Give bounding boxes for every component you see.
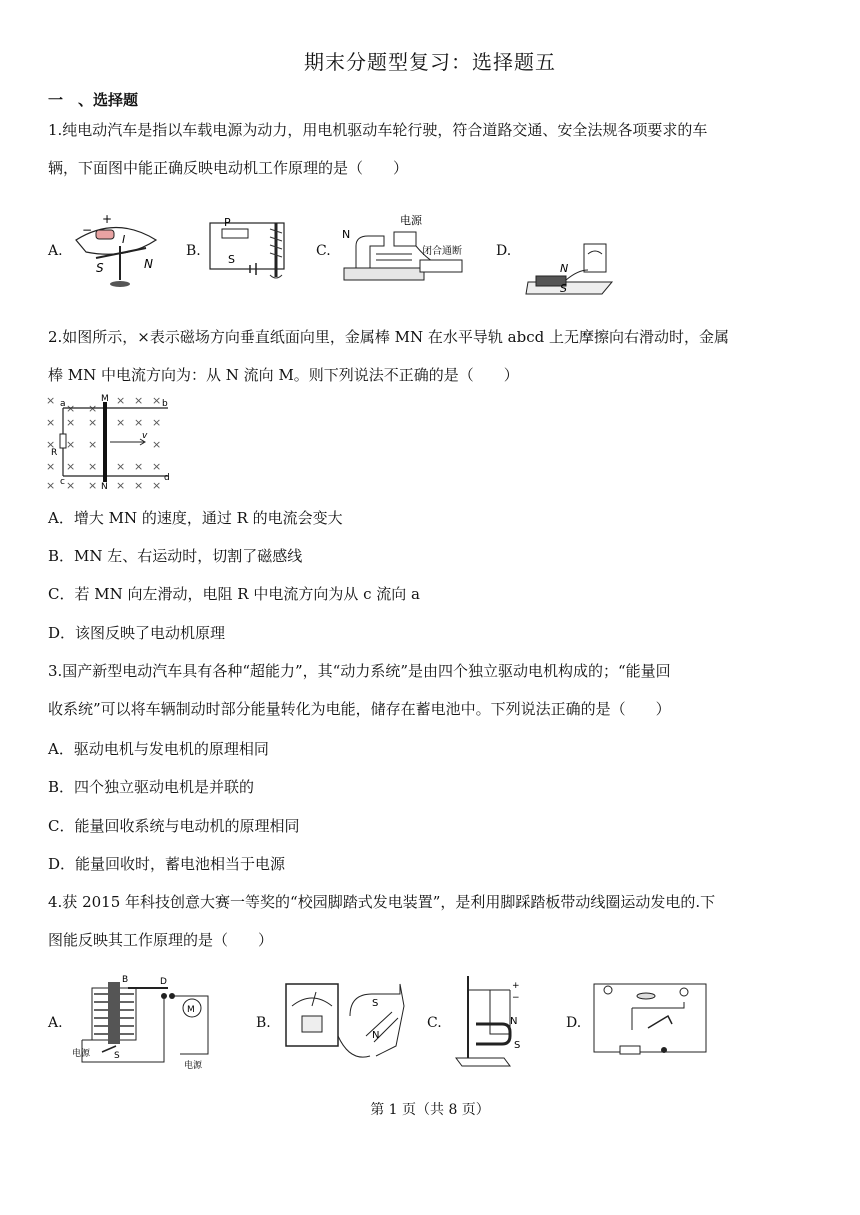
svg-text:×: × bbox=[116, 394, 126, 407]
svg-text:×: × bbox=[66, 479, 76, 492]
q2-label-a: a bbox=[60, 399, 66, 409]
q3-option-b: B．四个独立驱动电机是并联的 bbox=[48, 778, 255, 796]
q1-option-b-label: B. bbox=[186, 243, 201, 259]
q1c-n-label: N bbox=[342, 228, 351, 241]
q4-option-d-label: D. bbox=[566, 1015, 582, 1031]
page-title: 期末分题型复习：选择题五 bbox=[304, 50, 556, 74]
svg-text:×: × bbox=[134, 460, 144, 473]
svg-text:×: × bbox=[134, 416, 144, 429]
q1a-plus-label: + bbox=[102, 212, 113, 226]
q1-figure-b bbox=[206, 215, 294, 285]
svg-text:×: × bbox=[116, 479, 126, 492]
q4a-d-label: D bbox=[160, 977, 167, 987]
svg-text:×: × bbox=[66, 416, 76, 429]
q4-figure-b bbox=[280, 976, 410, 1068]
q3-option-a: A．驱动电机与发电机的原理相同 bbox=[48, 740, 269, 758]
q1-option-d-label: D. bbox=[496, 243, 512, 259]
svg-text:×: × bbox=[66, 402, 76, 415]
q4b-s-label: S bbox=[372, 998, 379, 1009]
svg-text:×: × bbox=[66, 460, 76, 473]
q2-label-b: b bbox=[162, 399, 168, 409]
q1b-p-label: P bbox=[224, 216, 231, 229]
q4a-power-label-1: 电源 bbox=[72, 1049, 91, 1059]
q3-option-d: D．能量回收时，蓄电池相当于电源 bbox=[48, 855, 286, 873]
svg-text:×: × bbox=[46, 438, 56, 451]
q2-circuit-figure bbox=[44, 392, 180, 492]
q2-label-d: d bbox=[164, 473, 170, 483]
svg-text:×: × bbox=[134, 479, 144, 492]
q4-option-b-label: B. bbox=[256, 1015, 271, 1031]
svg-text:×: × bbox=[152, 416, 162, 429]
q4-figure-d bbox=[588, 980, 712, 1062]
q1a-minus-label: − bbox=[82, 223, 93, 237]
svg-text:×: × bbox=[116, 460, 126, 473]
q1a-n-label: N bbox=[144, 257, 153, 271]
svg-text:×: × bbox=[88, 402, 98, 415]
q1-figure-a bbox=[66, 210, 170, 294]
svg-text:×: × bbox=[66, 438, 76, 451]
q4c-n-label: N bbox=[510, 1016, 518, 1027]
svg-text:×: × bbox=[152, 460, 162, 473]
q2-label-m: M bbox=[101, 394, 109, 404]
q1-line-1: 1.纯电动汽车是指以车载电源为动力，用电机驱动车轮行驶，符合道路交通、安全法规各项要求的车 bbox=[48, 121, 708, 139]
q4-line-2: 图能反映其工作原理的是（ ） bbox=[48, 931, 274, 949]
svg-text:×: × bbox=[152, 438, 162, 451]
q3-line-1: 3.国产新型电动汽车具有各种“超能力”，其“动力系统”是由四个独立驱动电机构成的；“能量回 bbox=[48, 662, 671, 680]
q1d-n-label: N bbox=[560, 262, 569, 275]
q2-label-c: c bbox=[60, 477, 65, 487]
svg-text:×: × bbox=[46, 416, 56, 429]
q4-figure-a bbox=[72, 974, 222, 1070]
q1-option-a-label: A. bbox=[48, 243, 63, 259]
q4b-n-label: N bbox=[372, 1030, 380, 1041]
svg-text:×: × bbox=[88, 479, 98, 492]
svg-text:×: × bbox=[46, 460, 56, 473]
q1-figure-c bbox=[336, 210, 476, 290]
q1-option-c-label: C. bbox=[316, 243, 331, 259]
q4c-plus-label: + bbox=[512, 981, 520, 991]
q2-line-1: 2.如图所示，×表示磁场方向垂直纸面向里，金属棒 MN 在水平导轨 abcd 上无摩擦向右滑动时，金属 bbox=[48, 328, 729, 346]
q1a-s-label: S bbox=[96, 261, 104, 275]
q1-line-2: 辆，下面图中能正确反映电动机工作原理的是（ ） bbox=[48, 159, 409, 177]
q4c-minus-label: − bbox=[512, 993, 520, 1003]
svg-text:×: × bbox=[46, 479, 56, 492]
svg-text:×: × bbox=[152, 394, 162, 407]
svg-text:×: × bbox=[46, 394, 56, 407]
q4c-s-label: S bbox=[514, 1040, 521, 1051]
q2-label-r: R bbox=[51, 448, 58, 458]
svg-text:×: × bbox=[134, 394, 144, 407]
svg-text:×: × bbox=[88, 460, 98, 473]
section-heading: 一 、选择题 bbox=[48, 91, 139, 109]
q1-figure-d bbox=[522, 240, 618, 300]
q4-option-a-label: A. bbox=[48, 1015, 63, 1031]
q2-label-n: N bbox=[101, 482, 108, 492]
q4-option-c-label: C. bbox=[427, 1015, 442, 1031]
page-footer: 第 1 页（共 8 页） bbox=[370, 1102, 490, 1118]
q2-option-c: C．若 MN 向左滑动，电阻 R 中电流方向为从 c 流向 a bbox=[48, 585, 420, 603]
q2-line-2: 棒 MN 中电流方向为：从 N 流向 M。则下列说法不正确的是（ ） bbox=[48, 366, 519, 384]
svg-text:×: × bbox=[116, 416, 126, 429]
q4a-b-label: B bbox=[122, 975, 129, 985]
q2-label-v: v bbox=[142, 431, 148, 441]
svg-text:×: × bbox=[152, 479, 162, 492]
q3-option-c: C．能量回收系统与电动机的原理相同 bbox=[48, 817, 300, 835]
q4a-m-label: M bbox=[187, 1005, 195, 1015]
q2-option-a: A．增大 MN 的速度，通过 R 的电流会变大 bbox=[48, 509, 343, 527]
q1b-s-label: S bbox=[228, 253, 235, 266]
q4-line-1: 4.获 2015 年科技创意大赛一等奖的“校园脚踏式发电装置”，是利用脚踩踏板带动线圈运动发电的.下 bbox=[48, 893, 716, 911]
q4a-s-label: S bbox=[114, 1051, 120, 1061]
q2-option-d: D．该图反映了电动机原理 bbox=[48, 624, 226, 642]
q1c-power-label: 电源 bbox=[400, 214, 422, 227]
q4a-power-label-2: 电源 bbox=[184, 1061, 203, 1070]
q1a-current-label: I bbox=[122, 233, 126, 246]
q3-line-2: 收系统”可以将车辆制动时部分能量转化为电能，储存在蓄电池中。下列说法正确的是（ ） bbox=[48, 700, 671, 718]
q1d-s-label: S bbox=[560, 282, 567, 295]
q1c-switch-label: 闭合通断 bbox=[422, 246, 462, 257]
q2-option-b: B．MN 左、右运动时，切割了磁感线 bbox=[48, 547, 303, 565]
svg-text:×: × bbox=[88, 438, 98, 451]
svg-text:×: × bbox=[88, 416, 98, 429]
q4-figure-c bbox=[450, 970, 530, 1070]
